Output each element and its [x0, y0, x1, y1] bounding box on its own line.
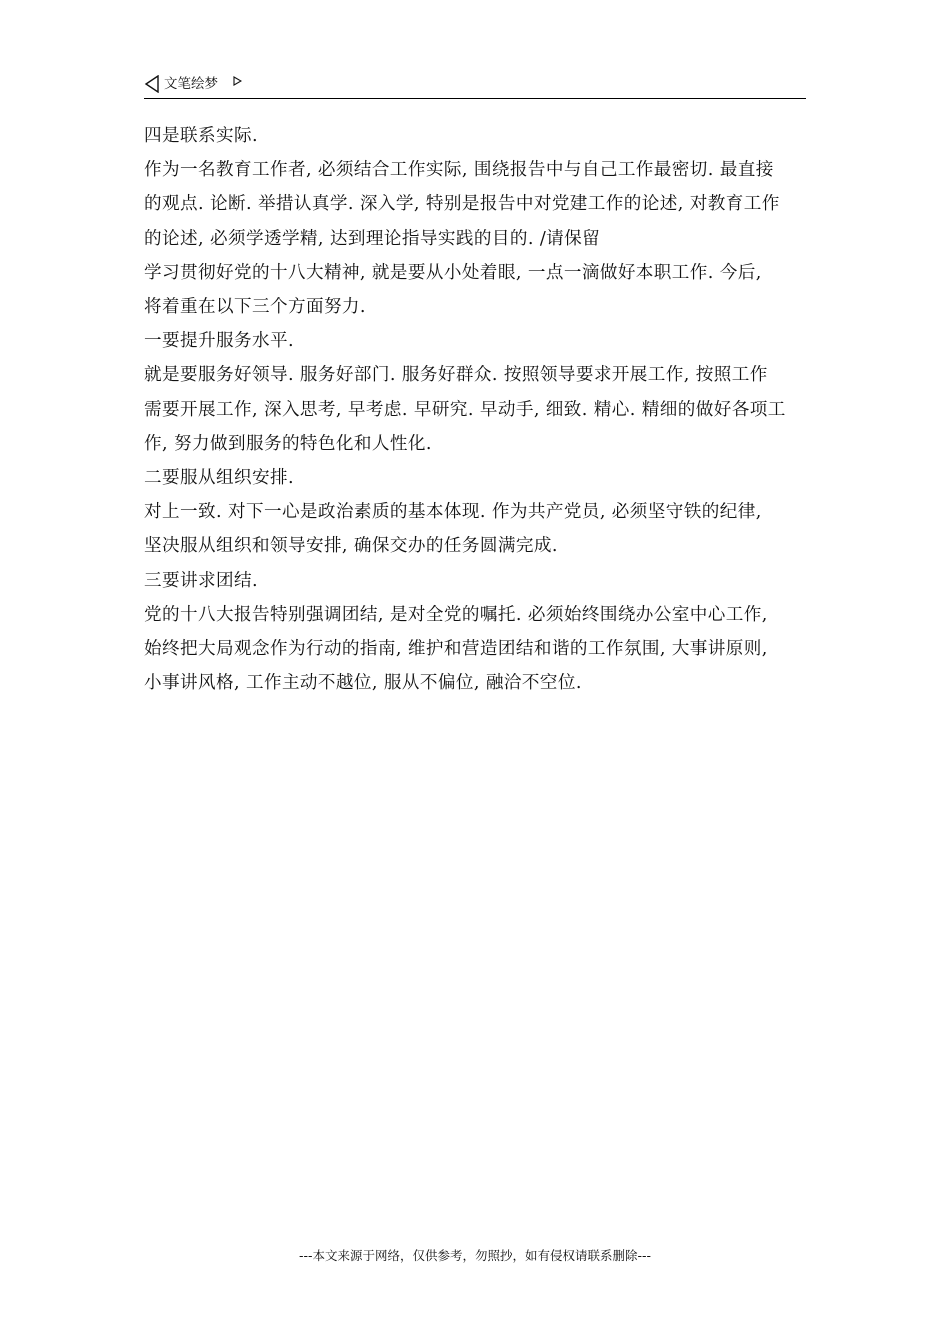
triangle-right-outline-icon — [233, 76, 242, 86]
text-line: 党的十八大报告特别强调团结, 是对全党的嘱托. 必须始终围绕办公室中心工作, — [144, 604, 768, 625]
text-line: 始终把大局观念作为行动的指南, 维护和营造团结和谐的工作氛围, 大事讲原则, — [144, 639, 768, 660]
text-line: 学习贯彻好党的十八大精神, 就是要从小处着眼, 一点一滴做好本职工作. 今后, — [144, 262, 762, 283]
page-header — [144, 72, 806, 99]
footer-disclaimer: ---本文来源于网络，仅供参考，勿照抄，如有侵权请联系删除--- — [298, 1248, 652, 1263]
document-body — [144, 119, 814, 700]
text-line: 作为一名教育工作者, 必须结合工作实际, 围绕报告中与自己工作最密切. 最直接 — [144, 160, 774, 181]
text-line: 的观点. 论断. 举措认真学. 深入学, 特别是报告中对党建工作的论述, 对教育工作 — [144, 194, 780, 215]
text-line: 一要提升服务水平. — [144, 331, 294, 352]
text-line: 三要讲求团结. — [144, 570, 258, 591]
text-line: 二要服从组织安排. — [144, 468, 294, 489]
text-line: 将着重在以下三个方面努力. — [144, 297, 366, 318]
text-line: 就是要服务好领导. 服务好部门. 服务好群众. 按照领导要求开展工作, 按照工作 — [144, 365, 768, 386]
text-line: 需要开展工作, 深入思考, 早考虑. 早研究. 早动手, 细致. 精心. 精细的做好各项工 — [144, 399, 786, 420]
text-line: 小事讲风格, 工作主动不越位, 服从不偏位, 融洽不空位. — [144, 673, 582, 694]
text-line: 四是联系实际. — [144, 126, 258, 146]
text-line: 坚决服从组织和领导安排, 确保交办的任务圆满完成. — [144, 536, 558, 557]
header-brand: 文笔绘梦 — [164, 76, 218, 92]
triangle-left-outline-icon — [144, 75, 160, 93]
text-line: 作, 努力做到服务的特色化和人性化. — [144, 433, 432, 454]
text-line: 的论述, 必须学透学精, 达到理论指导实践的目的. /请保留 — [144, 228, 601, 249]
text-line: 对上一致. 对下一心是政治素质的基本体现. 作为共产党员, 必须坚守铁的纪律, — [144, 502, 762, 523]
